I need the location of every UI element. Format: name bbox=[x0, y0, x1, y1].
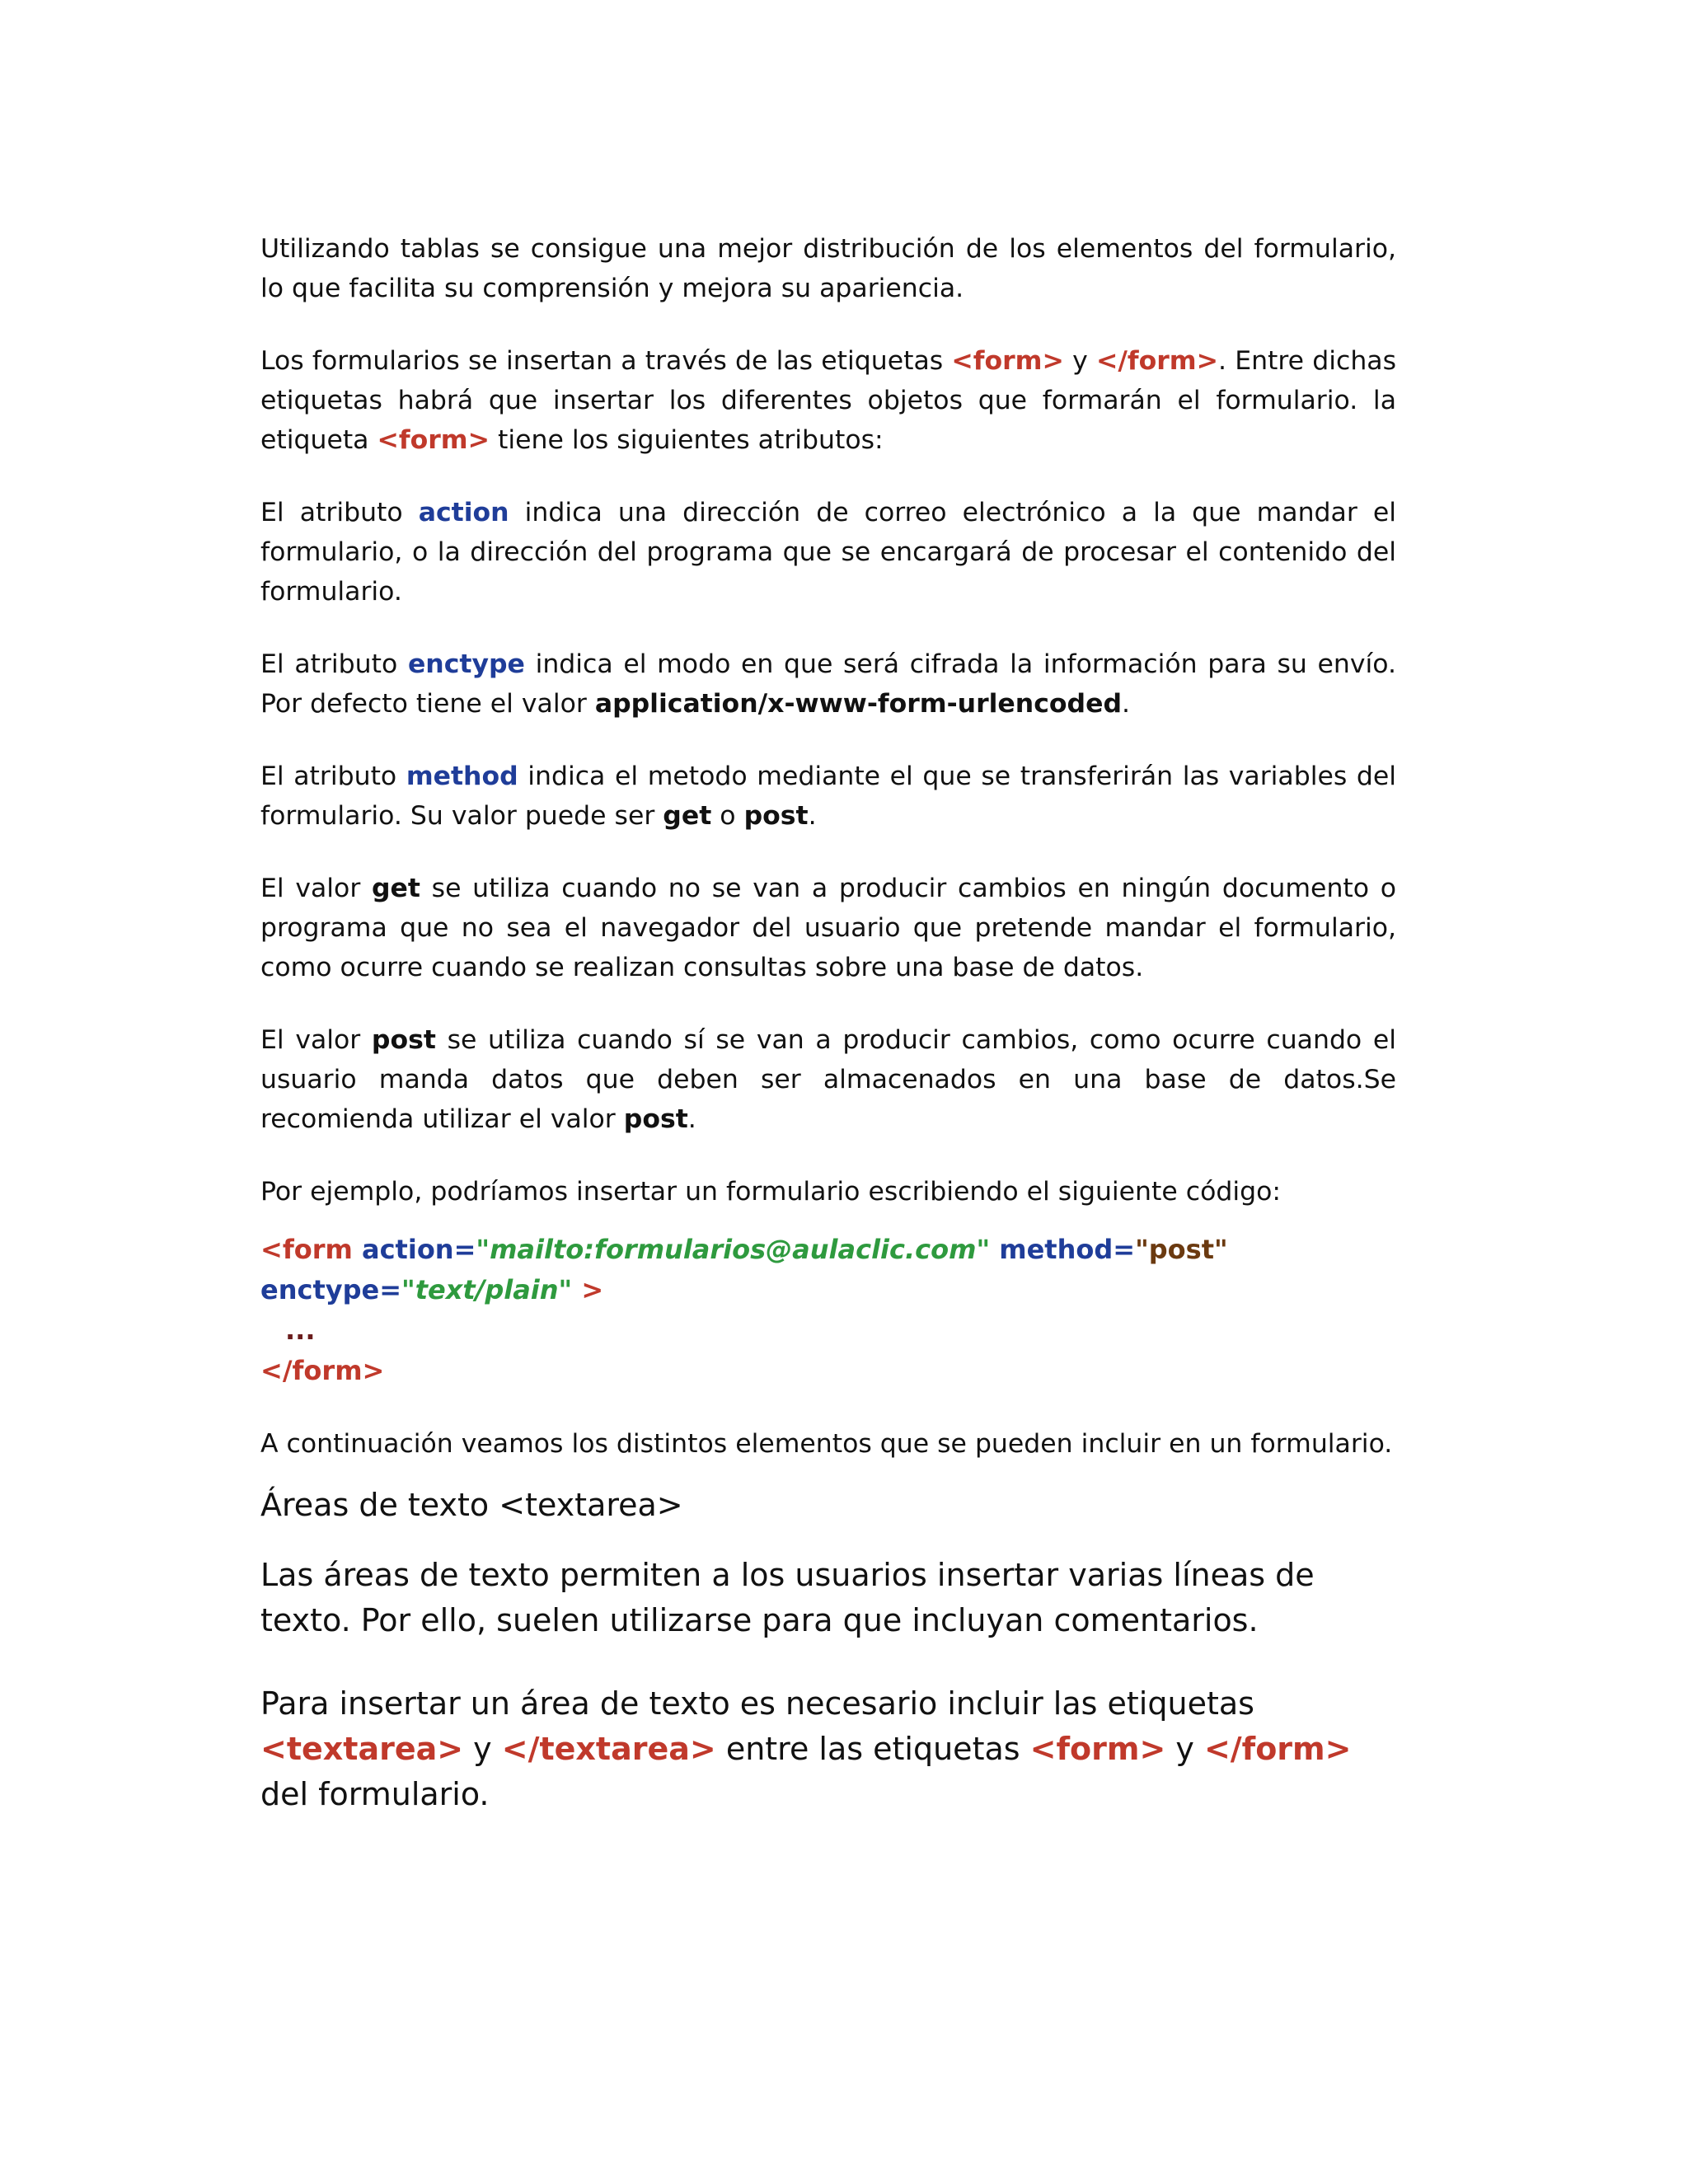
attr-action: action bbox=[418, 498, 509, 527]
text-span: se utiliza cuando no se van a producir cambios en ningún documento o programa que no sea el navegador del usuario que pretende mandar el formulario, como ocurre cuando se realizan consultas sobre una base de datos. bbox=[260, 874, 1396, 982]
text-span: indica el modo en que será cifrada la información para su envío. Por defecto tiene el valor bbox=[260, 649, 1396, 719]
tag-form-open: <form> bbox=[377, 425, 490, 455]
tag-textarea-close: </textarea> bbox=[501, 1731, 716, 1767]
code-example bbox=[260, 1230, 1396, 1391]
tag-form-open: <form> bbox=[951, 346, 1064, 376]
code-action-attr: action= bbox=[352, 1234, 476, 1265]
text-span: . Entre dichas etiquetas habrá que insertar los diferentes objetos que formarán el formulario. la etiqueta bbox=[260, 346, 1397, 455]
value-post: post bbox=[743, 801, 809, 831]
value-post: post bbox=[371, 1025, 436, 1055]
text-span: Los formularios se insertan a través de las etiquetas bbox=[260, 346, 952, 376]
tag-form-open: <form> bbox=[1029, 1731, 1166, 1767]
paragraph-form-tags bbox=[260, 341, 1396, 460]
code-line-2 bbox=[260, 1270, 1396, 1310]
text-span: y bbox=[1063, 346, 1096, 376]
paragraph-action-attr bbox=[260, 493, 1396, 612]
text-span: El valor bbox=[260, 874, 372, 903]
code-enctype-attr: enctype= bbox=[260, 1274, 402, 1305]
code-method-value: "post" bbox=[1135, 1234, 1228, 1265]
code-enctype-value: "text/plain" bbox=[401, 1274, 573, 1305]
code-form-close: </form> bbox=[260, 1355, 385, 1386]
code-ellipsis: ... bbox=[285, 1315, 316, 1346]
section-heading-textarea: Áreas de texto <textarea> bbox=[260, 1487, 683, 1523]
tag-form-close: </form> bbox=[1203, 1731, 1352, 1767]
text-span: indica una dirección de correo electrónico a la que mandar el formulario, o la dirección del programa que se encargará de procesar el contenido del formulario. bbox=[260, 498, 1396, 607]
value-get: get bbox=[371, 874, 420, 903]
code-form-open: <form bbox=[260, 1234, 353, 1265]
text-span: y bbox=[1165, 1731, 1204, 1767]
paragraph-method-attr bbox=[260, 757, 1396, 836]
paragraph-post-value bbox=[260, 1020, 1396, 1139]
text-span: El atributo bbox=[260, 649, 408, 679]
paragraph-get-value bbox=[260, 869, 1396, 987]
text-span: indica el metodo mediante el que se transferirán las variables del formulario. Su valor puede ser bbox=[260, 762, 1396, 831]
paragraph-textarea-insert bbox=[260, 1681, 1396, 1817]
text-span: Para insertar un área de texto es necesario incluir las etiquetas bbox=[260, 1685, 1254, 1722]
paragraph-continuation: A continuación veamos los distintos elementos que se pueden incluir en un formulario. bbox=[260, 1429, 1393, 1459]
text-span: El atributo bbox=[260, 762, 406, 791]
code-gt: > bbox=[572, 1274, 604, 1305]
tag-textarea-open: <textarea> bbox=[260, 1731, 464, 1767]
text-span: del formulario. bbox=[260, 1776, 490, 1812]
paragraph-textarea-desc: Las áreas de texto permiten a los usuarios insertar varias líneas de texto. Por ello, suelen utilizarse para que incluyan comentarios. bbox=[260, 1557, 1315, 1638]
value-post: post bbox=[623, 1104, 688, 1134]
paragraph-tables-intro: Utilizando tablas se consigue una mejor distribución de los elementos del formulario, lo que facilita su comprensión y mejora su apariencia. bbox=[260, 234, 1396, 303]
code-action-value: "mailto:formularios@aulaclic.com" bbox=[476, 1234, 991, 1265]
code-method-attr: method= bbox=[990, 1234, 1136, 1265]
paragraph-enctype-attr bbox=[260, 644, 1396, 724]
text-span: . bbox=[687, 1104, 696, 1134]
text-span: El atributo bbox=[260, 498, 419, 527]
paragraph-example-intro: Por ejemplo, podríamos insertar un formulario escribiendo el siguiente código: bbox=[260, 1177, 1281, 1207]
text-span: se utiliza cuando sí se van a producir cambios, como ocurre cuando el usuario manda datos que deben ser almacenados en una base de datos.Se recomienda utilizar el valor bbox=[260, 1025, 1396, 1134]
text-span: o bbox=[711, 801, 744, 831]
text-span: y bbox=[463, 1731, 502, 1767]
tag-form-close: </form> bbox=[1095, 346, 1218, 376]
text-span: . bbox=[808, 801, 817, 831]
value-urlencoded: application/x-www-form-urlencoded bbox=[594, 689, 1122, 719]
attr-method: method bbox=[406, 762, 518, 791]
code-line-3 bbox=[260, 1310, 1396, 1351]
text-span: . bbox=[1122, 689, 1131, 719]
text-span: El valor bbox=[260, 1025, 372, 1055]
document-page bbox=[260, 229, 1396, 1855]
code-line-4 bbox=[260, 1351, 1396, 1391]
value-get: get bbox=[663, 801, 712, 831]
attr-enctype: enctype bbox=[407, 649, 525, 679]
code-line-1 bbox=[260, 1230, 1396, 1270]
text-span: entre las etiquetas bbox=[715, 1731, 1030, 1767]
text-span: tiene los siguientes atributos: bbox=[490, 425, 884, 455]
